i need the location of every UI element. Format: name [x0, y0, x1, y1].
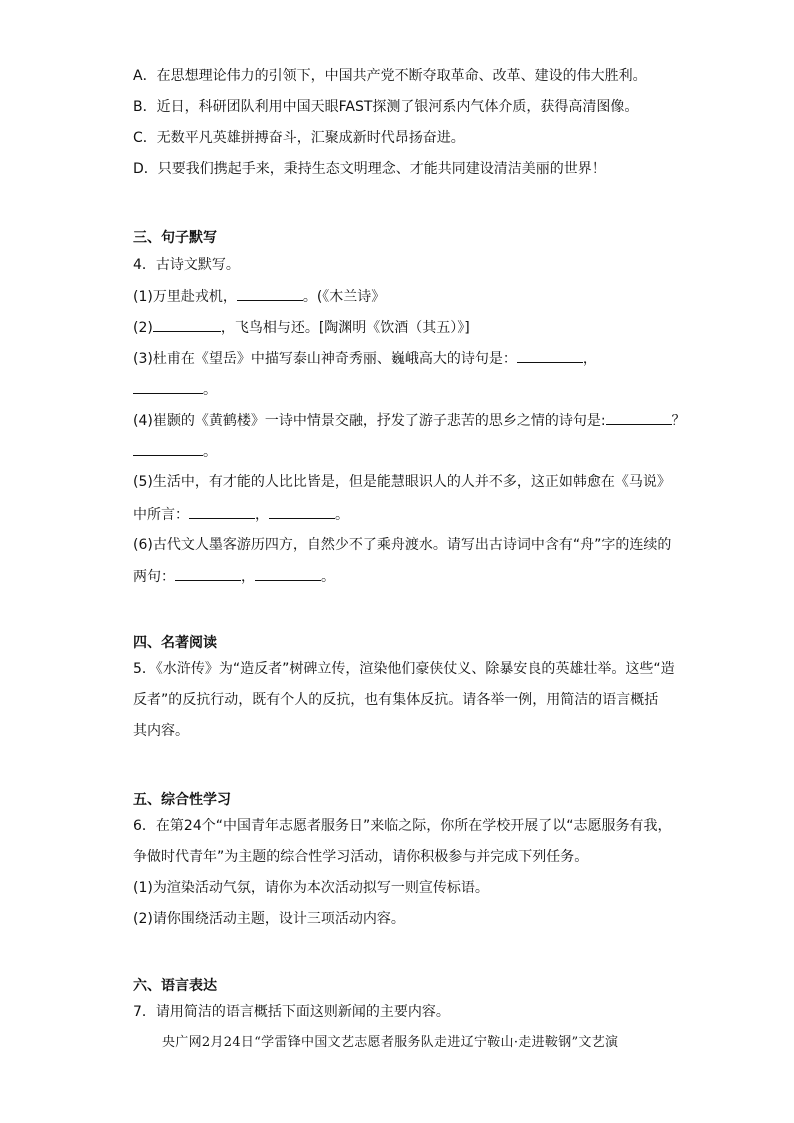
option-a: A．在思想理论伟力的引领下，中国共产党不断夺取革命、改革、建设的伟大胜利。	[133, 68, 647, 84]
poem-item-4-separator: ？	[671, 413, 686, 429]
question-7-stem: 7．请用简洁的语言概括下面这则新闻的主要内容。	[133, 1004, 450, 1020]
option-d: D．只要我们携起手来，秉持生态文明理念、才能共同建设清洁美丽的世界！	[133, 161, 606, 177]
answer-blank[interactable]	[517, 348, 583, 363]
section-title-5: 五、综合性学习	[133, 792, 231, 808]
poem-item-6-separator: ，	[241, 569, 255, 585]
poem-item-5: (5)生活中，有才能的人比比皆是，但是能慧眼识人的人并不多，这正如韩愈在《马说》	[133, 474, 671, 490]
option-c: C．无数平凡英雄拼搏奋斗，汇聚成新时代昂扬奋进。	[133, 130, 465, 146]
poem-item-5-continued	[133, 504, 349, 524]
answer-blank[interactable]	[606, 410, 672, 425]
poem-item-4	[133, 410, 686, 430]
answer-blank[interactable]	[133, 379, 203, 394]
poem-item-4-end: 。	[203, 444, 217, 460]
poem-item-5-separator: ，	[255, 507, 269, 523]
poem-item-1-suffix: 。(《木兰诗》	[302, 289, 386, 305]
question-6-sub-1: (1)为渲染活动气氛，请你为本次活动拟写一则宣传标语。	[133, 880, 489, 896]
poem-item-6-continued	[133, 566, 335, 586]
question-6-line-1: 6．在第24个“中国青年志愿者服务日”来临之际，你所在学校开展了以“志愿服务有我，	[133, 818, 672, 834]
answer-blank[interactable]	[153, 317, 221, 332]
question-5-line-3: 其内容。	[133, 723, 189, 739]
answer-blank[interactable]	[133, 441, 203, 456]
section-title-4: 四、名著阅读	[133, 635, 217, 651]
poem-item-6: (6)古代文人墨客游历四方，自然少不了乘舟渡水。请写出古诗词中含有“舟”字的连续的	[133, 537, 672, 553]
poem-item-3-separator: ，	[582, 351, 597, 367]
question-5-line-1: 5．《水浒传》为“造反者”树碑立传，渲染他们豪侠仗义、除暴安良的英雄壮举。这些“造	[133, 661, 675, 677]
answer-blank[interactable]	[175, 566, 241, 581]
question-4-stem: 4．古诗文默写。	[133, 257, 240, 273]
section-title-3: 三、句子默写	[133, 230, 217, 246]
poem-item-4-continued	[133, 441, 217, 461]
poem-item-2-suffix: ，飞鸟相与还。[陶渊明《饮酒（其五）》]	[220, 320, 470, 336]
answer-blank[interactable]	[269, 504, 335, 519]
poem-item-2-prefix: (2)	[133, 320, 153, 336]
section-title-6: 六、语言表达	[133, 978, 217, 994]
answer-blank[interactable]	[237, 286, 303, 301]
poem-item-4-prefix: (4)崔颢的《黄鹤楼》一诗中情景交融，抒发了游子悲苦的思乡之情的诗句是:	[133, 413, 606, 429]
question-6-line-2: 争做时代青年”为主题的综合性学习活动，请你积极参与并完成下列任务。	[133, 849, 589, 865]
answer-blank[interactable]	[189, 504, 255, 519]
poem-item-2	[133, 317, 470, 337]
poem-item-3-end: 。	[203, 382, 217, 398]
answer-blank[interactable]	[255, 566, 321, 581]
poem-item-3-prefix: (3)杜甫在《望岳》中描写泰山神奇秀丽、巍峨高大的诗句是：	[133, 351, 517, 367]
poem-item-6-end: 。	[321, 569, 335, 585]
poem-item-1-prefix: (1)万里赴戎机，	[133, 289, 237, 305]
news-excerpt-line: 央广网2月24日“学雷锋中国文艺志愿者服务队走进辽宁鞍山·走进鞍钢”文艺演	[162, 1035, 619, 1050]
poem-item-5-end: 。	[335, 507, 349, 523]
question-6-sub-2: (2)请你围绕活动主题，设计三项活动内容。	[133, 911, 405, 927]
option-b: B．近日，科研团队利用中国天眼FAST探测了银河系内气体介质，获得高清图像。	[133, 99, 639, 115]
question-5-line-2: 反者”的反抗行动，既有个人的反抗，也有集体反抗。请各举一例，用简洁的语言概括	[133, 692, 659, 708]
poem-item-6-prefix: 两句：	[133, 569, 175, 585]
poem-item-3-continued	[133, 379, 217, 399]
poem-item-3	[133, 348, 597, 368]
poem-item-5-prefix: 中所言：	[133, 507, 189, 523]
poem-item-1	[133, 286, 385, 306]
